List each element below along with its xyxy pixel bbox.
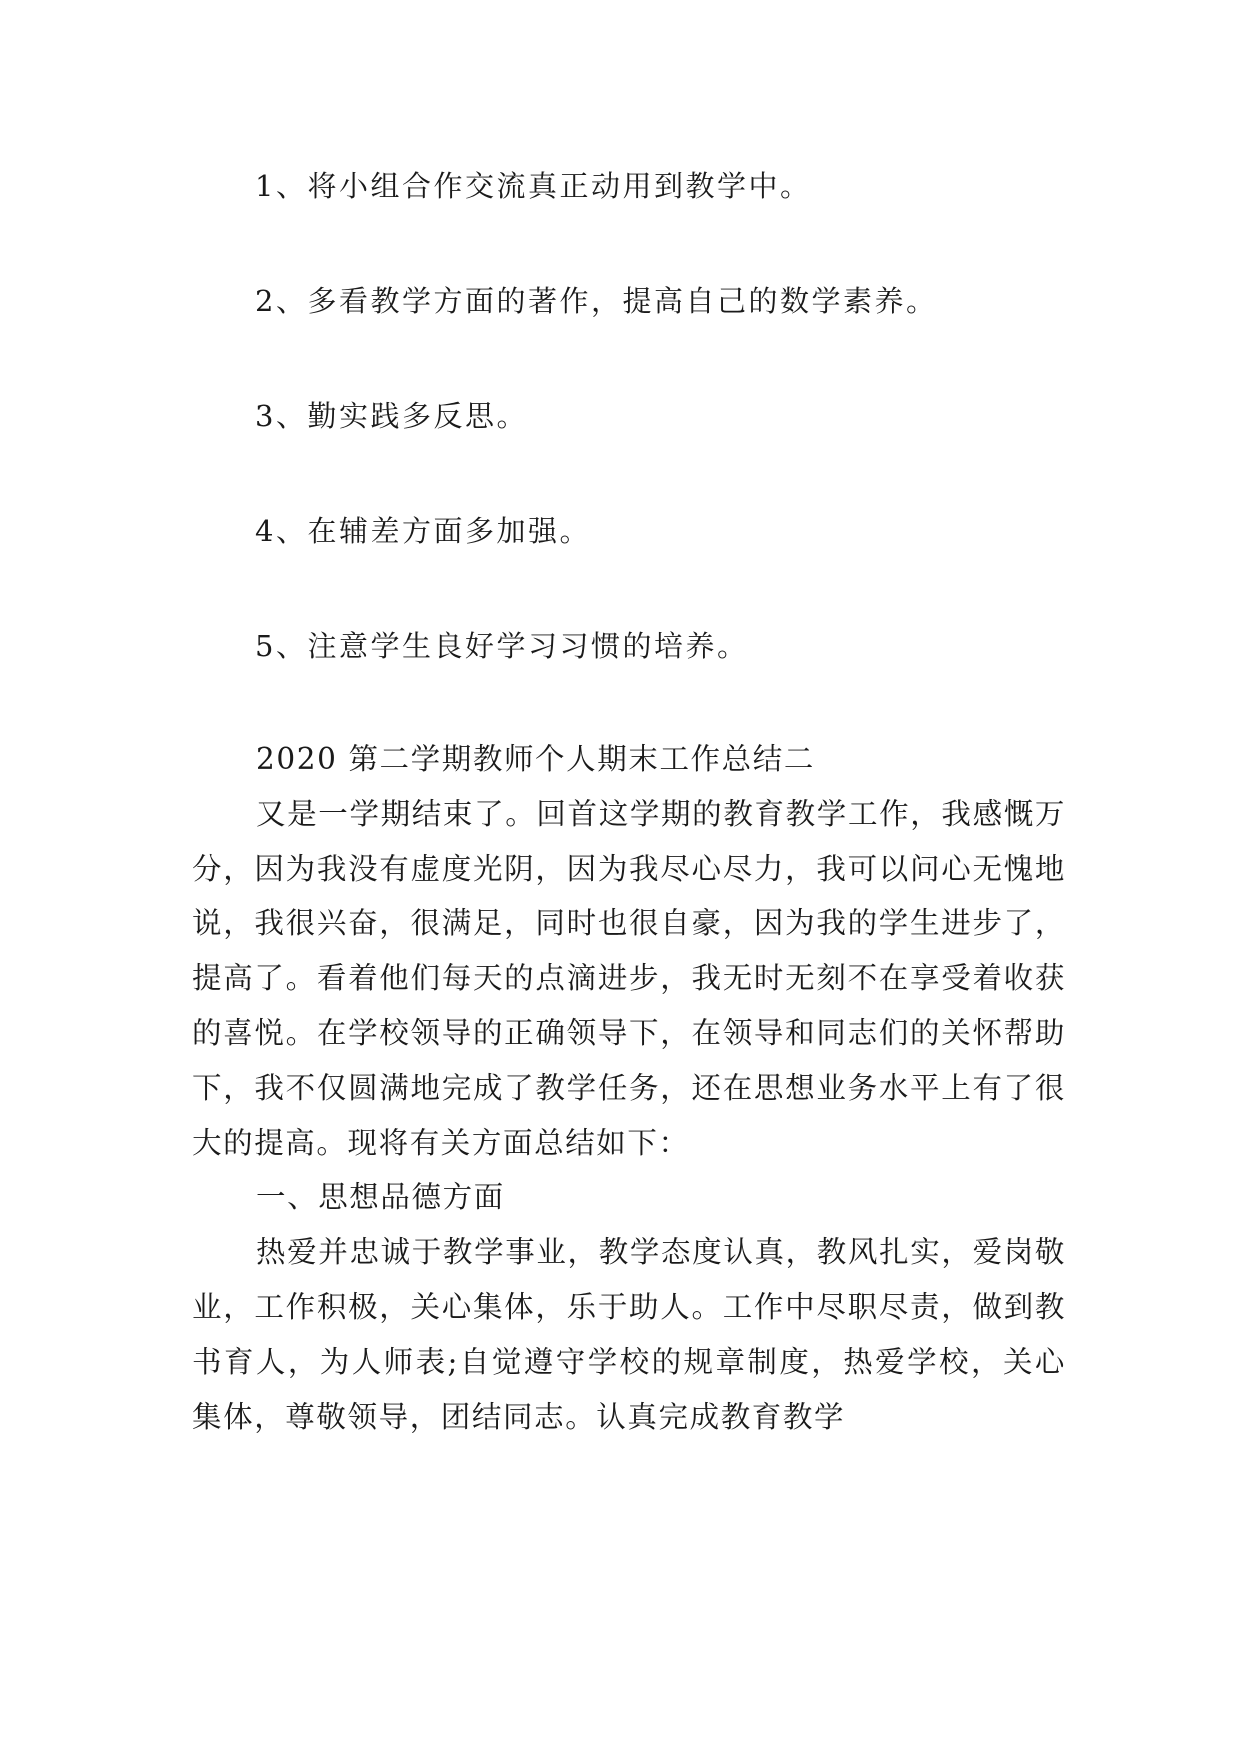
section2-title: 2020 第二学期教师个人期末工作总结二 [256, 742, 815, 776]
list-item-2: 2、多看教学方面的著作，提高自己的数学素养。 [255, 284, 938, 318]
list-item-3: 3、勤实践多反思。 [255, 399, 528, 433]
section2-paragraph-1: 热爱并忠诚于教学事业，教学态度认真，教风扎实，爱岗敬业，工作积极，关心集体，乐于助人。工作中尽职尽责，做到教书育人，为人师表;自觉遵守学校的规章制度，热爱学校，关心集体，尊敬领导，团结同志。认真完成教育教学 [192, 1235, 1066, 1434]
list-item-5: 5、注意学生良好学习习惯的培养。 [255, 629, 749, 663]
section2-intro-paragraph: 又是一学期结束了。回首这学期的教育教学工作，我感慨万分，因为我没有虚度光阴，因为我尽心尽力，我可以问心无愧地说，我很兴奋，很满足，同时也很自豪，因为我的学生进步了，提高了。看着他们每天的点滴进步，我无时无刻不在享受着收获的喜悦。在学校领导的正确领导下，在领导和同志们的关怀帮助下，我不仅圆满地完成了教学任务，还在思想业务水平上有了很大的提高。现将有关方面总结如下： [192, 796, 1066, 1160]
list-item-4: 4、在辅差方面多加强。 [255, 514, 591, 548]
list-item-1: 1、将小组合作交流真正动用到教学中。 [255, 169, 812, 203]
section2-body [192, 732, 1066, 1444]
section2-heading-1: 一、思想品德方面 [256, 1180, 505, 1215]
